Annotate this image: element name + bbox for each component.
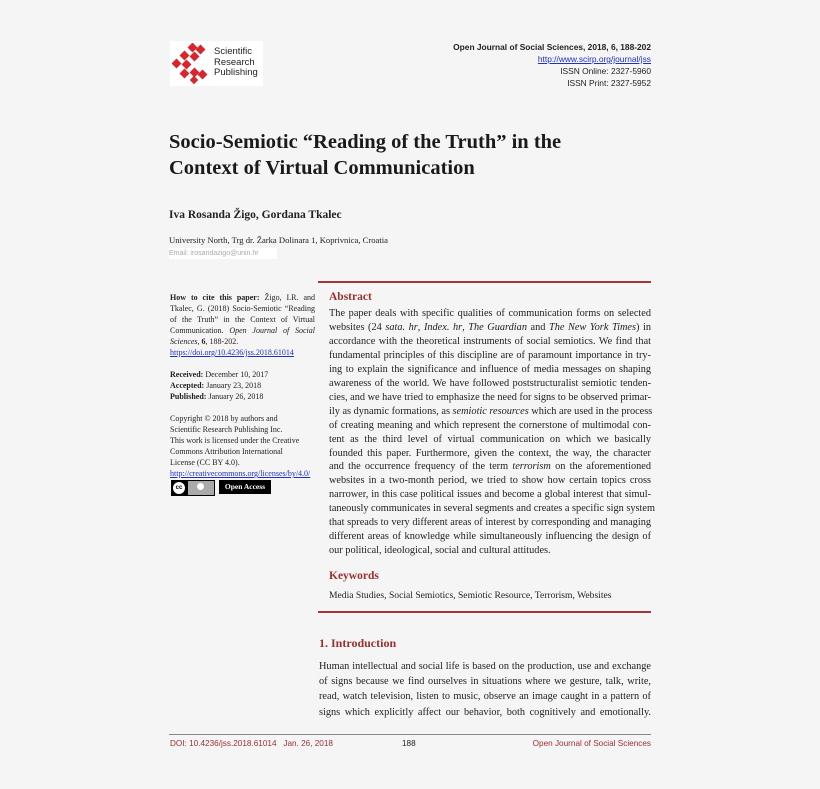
logo-text: Scientific Research Publishing	[214, 46, 258, 78]
text-segment: The Guardian	[468, 321, 527, 333]
text-segment: and the occurrence frequency of the term	[329, 461, 513, 473]
open-access-badge[interactable]: Open Access	[219, 480, 271, 494]
text-segment: The paper deals with specific qualities of communication forms on selected	[329, 308, 651, 319]
affiliation: University North, Trg dr. Žarka Dolinara 1, Koprivnica, Croatia	[169, 235, 388, 245]
text-segment: websites in a two-month period, we tried to show how certain topics cross	[329, 475, 651, 487]
text-segment: which are used in the process	[528, 405, 653, 417]
abstract-line	[329, 474, 651, 488]
abstract-line	[329, 530, 651, 544]
text-segment: 6	[201, 337, 206, 346]
text-segment: cies, and we have tried to emphasize the need for signs to be observed primar-	[329, 391, 652, 403]
journal-citation: Open Journal of Social Sciences, 2018, 6, 188-202	[453, 42, 651, 52]
text-segment: taneously communicates in several segments and creates a specific sign system	[329, 503, 655, 515]
text-segment: semiotic resources	[452, 405, 529, 417]
abstract-line	[329, 516, 651, 530]
text-segment: of creating meaning and which represent the cornerstone of multimodal con-	[329, 419, 651, 431]
doi-link[interactable]: https://doi.org/10.4236/jss.2018.61014	[170, 348, 294, 357]
text-segment: , 188-202.	[205, 337, 239, 346]
text-segment: tent as the third level of virtual communication on which we basically	[329, 433, 651, 445]
license-link[interactable]: http://creativecommons.org/licenses/by/4.0/	[170, 469, 311, 478]
text-segment: Communication.	[170, 326, 230, 335]
cc-by-badge[interactable]	[171, 480, 215, 496]
keywords-heading: Keywords	[329, 570, 379, 582]
how-to-cite	[170, 292, 315, 347]
abstract-line	[329, 447, 651, 461]
paper-title: Socio-Semiotic “Reading of the Truth” in the Context of Virtual Communication	[169, 131, 562, 179]
text-segment: accordance with the theoretical instruments of social semiotics. We find that	[329, 335, 651, 347]
abstract-line	[329, 307, 651, 321]
footer-journal: Open Journal of Social Sciences	[532, 739, 651, 748]
text-segment: How to cite this paper:	[170, 293, 260, 302]
abstract-line	[329, 433, 651, 447]
abstract-line	[329, 502, 655, 516]
text-segment: ,	[417, 321, 424, 333]
author-email: Email: irosandazigo@unin.hr	[169, 248, 277, 259]
cite-line	[170, 336, 315, 347]
abstract-line	[329, 405, 651, 419]
abstract-line	[329, 488, 651, 502]
text-segment: websites (24	[329, 321, 386, 333]
cite-line	[170, 292, 315, 303]
text-segment: that spreads to very different areas of interest by corresponding and managing	[329, 517, 651, 529]
text-segment: terrorism	[512, 461, 551, 473]
text-segment: fundamental principles of this discipline are of paramount importance in try-	[329, 349, 651, 361]
text-segment: awareness of the world. We have followed poststructuralist semiotic tenden-	[329, 377, 651, 389]
cite-line	[170, 325, 315, 336]
issn-online: ISSN Online: 2327-5960	[560, 66, 651, 76]
abstract-line	[329, 544, 651, 558]
text-segment: narrower, in this case political issues and become a global interest that simul-	[329, 489, 651, 501]
abstract-line	[329, 349, 651, 363]
abstract-line	[329, 335, 651, 349]
abstract-line	[329, 460, 651, 474]
text-segment: and	[526, 321, 549, 333]
abstract-line	[329, 363, 651, 377]
text-segment: our political, ideological, social and cultural attitudes.	[329, 545, 551, 557]
abstract-heading: Abstract	[329, 291, 372, 303]
journal-url-link[interactable]: http://www.scirp.org/journal/jss	[537, 54, 651, 64]
abstract-line	[329, 377, 651, 391]
text-segment: Open Journal of Social	[229, 326, 315, 335]
copyright-notice: Copyright © 2018 by authors and Scientific Research Publishing Inc. This work is licensed under the Creative Commons Attribution International License (CC BY 4.0). http://creativecommons.org/licenses/by/4.0/	[170, 414, 311, 478]
abstract-bottom-divider	[318, 611, 651, 613]
text-segment: founded this paper. Furthermore, given the context, the way, the character	[329, 447, 651, 459]
text-segment: Tkalec, G. (2018) Socio-Semiotic “Reading	[170, 304, 315, 313]
text-segment: Index. hr	[423, 321, 463, 333]
abstract-top-divider	[318, 281, 651, 283]
text-segment: The New York Times	[548, 321, 636, 333]
cite-line	[170, 314, 315, 325]
text-segment: Sciences	[170, 337, 198, 346]
attribution-icon	[188, 481, 214, 495]
text-segment: Žigo, I.R. and	[259, 293, 315, 302]
issn-print: ISSN Print: 2327-5952	[567, 78, 651, 88]
publication-dates: Received: December 10, 2017 Accepted: January 23, 2018 Published: January 26, 2018	[170, 370, 269, 401]
footer-doi: DOI: 10.4236/jss.2018.61014 Jan. 26, 2018	[170, 739, 333, 748]
text-segment: of the Truth” in the Context of Virtual	[170, 315, 315, 324]
cc-icon: cc	[173, 482, 185, 494]
abstract-line	[329, 419, 651, 433]
cite-line	[170, 303, 315, 314]
text-segment: different areas of knowledge while simultaneously influencing the design of	[329, 531, 651, 543]
logo-diamonds-icon	[172, 43, 216, 85]
text-segment: sata. hr	[385, 321, 418, 333]
introduction-text: Human intellectual and social life is based on the production, use and exchange of signs because we find ourselves in situations where we gesture, talk, write, read, watch television, listen to music, observe an image caught in a pattern of signs which explicitly affect our behavior, both cognitively and emotionally.	[319, 661, 651, 718]
footer-divider	[169, 734, 651, 735]
page-number: 188	[402, 739, 416, 748]
publisher-logo	[170, 41, 263, 86]
authors: Iva Rosanda Žigo, Gordana Tkalec	[169, 209, 342, 221]
text-segment: ing to explain the significance and influence of media messages on shaping	[329, 363, 651, 375]
text-segment: ,	[197, 337, 202, 346]
introduction-heading: 1. Introduction	[319, 636, 397, 650]
abstract-line	[329, 391, 651, 405]
abstract-text	[329, 307, 655, 558]
text-segment: on the aforementioned	[550, 461, 652, 473]
abstract-line	[329, 321, 651, 335]
text-segment: ,	[462, 321, 469, 333]
text-segment: ) in	[636, 321, 652, 333]
keywords-list: Media Studies, Social Semiotics, Semiotic Resource, Terrorism, Websites	[329, 590, 612, 601]
text-segment: ily as dynamic formations, as	[329, 405, 453, 417]
